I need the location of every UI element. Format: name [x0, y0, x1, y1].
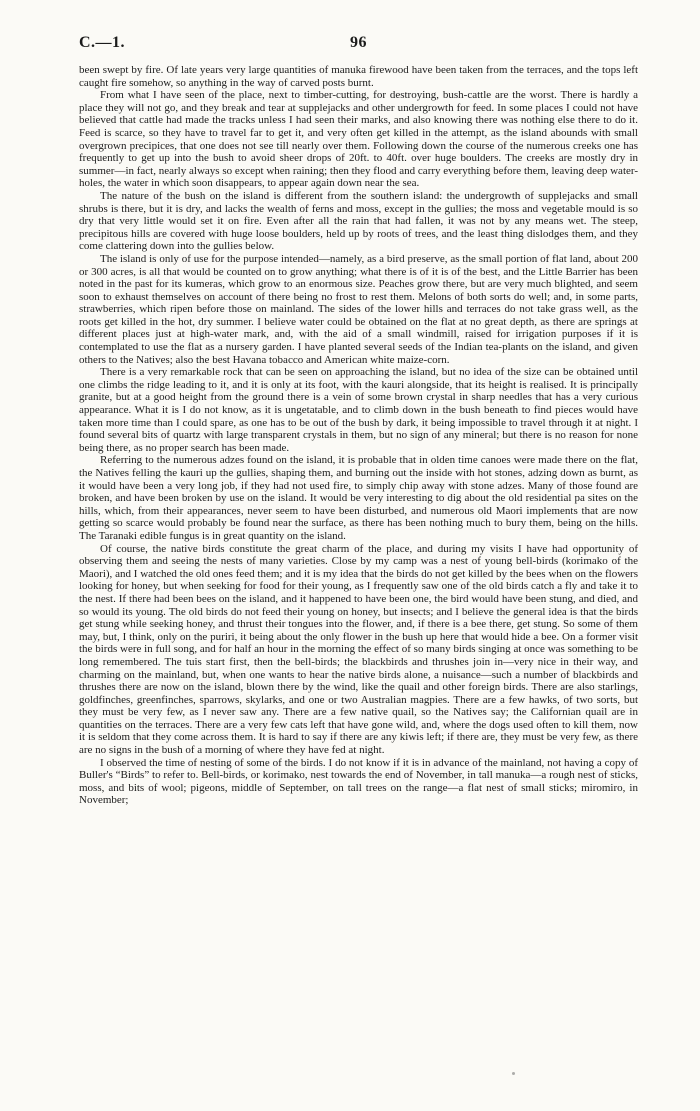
paragraph-nesting: I observed the time of nesting of some of the birds. I do not know if it is in advance of the mainland, not having a copy of Buller's “Birds” to refer to. Bell-birds, or korimako, nest towards the end of November, in tall manuka—a rough nest of sticks, moss, and bits of wool; pigeons, middle of September, on tall trees on the range—a flat nest of small sticks; miromiro, in November; — [79, 756, 638, 807]
paragraph-adzes: Referring to the numerous adzes found on the island, it is probable that in olden time canoes were made there on the flat, the Natives felling the kauri up the gullies, shaping them, and burning out the inside with hot stones, adzing down as burnt, as it would have been a very long job, if they had not used fire, to simply chip away with stone adzes. Many of those found are broken, and have been broken by use on the island. It would be very interesting to dig about the old residential pa sites on the hills, which, from their appearances, never seem to have been disturbed, and numerous old Maori implements that are now getting so scarce would probably be found near the surface, as there has been nothing much to bury them, being on the hills. The Taranaki edible fungus is in great quantity on the island. — [79, 454, 638, 542]
document-id: C.—1. — [79, 34, 126, 51]
paragraph-remarkable-rock: There is a very remarkable rock that can be seen on approaching the island, but no idea of the size can be obtained until one climbs the ridge leading to it, and it is only at its foot, with the kauri alongside, that its height is realised. It is principally granite, but at a good height from the ground there is a vein of some brown crystal in sharp needles that has a very curious appearance. What it is I do not know, as it is ungetatable, and to climb down in the bush beneath to find pieces would have taken more time than I could spare, as one has to be out of the bush by dark, it being impossible to travel through it at night. I found several bits of quartz with large transparent crystals in them, but no sign of any mineral; but there is no reason for none being there, as no proper search has been made. — [79, 366, 638, 454]
body-text — [79, 64, 638, 807]
paragraph-nature-of-bush: The nature of the bush on the island is different from the southern island: the undergrowth of supplejacks and small shrubs is there, but it is dry, and lacks the wealth of ferns and moss, except in the gullies; the moss and vegetable mould is so dry that very little would set it on fire. Even after all the rain that had fallen, it was not by any means wet. The steep, precipitous hills are covered with huge loose boulders, held up by roots of trees, and the least thing dislodges them, and they come clattering down into the gullies below. — [79, 189, 638, 253]
paragraph-native-birds: Of course, the native birds constitute the great charm of the place, and during my visits I have had opportunity of observing them and seeing the nests of many varieties. Close by my camp was a nest of young bell-birds (korimako of the Maori), and I watched the old ones feed them; and it is my idea that the birds do not get killed by the bees when on the flowers looking for honey, but when seeking for food for their young, as I frequently saw one of the old birds catch a fly and take it to the nest. If there had been bees on the island, and it happened to have been one, the bird would have been stung, and died, and so would its young. The old birds do not feed their young on honey, but insects; and I believe the general idea is that the birds get stung while seeking honey, and thrust their tongues into the flower, and, if there is a bee there, get stung. So some of them may, but, I think, only on the puriri, it being about the only flower in the bush up here that would hide a bee. On a former visit the birds were in full song, and for half an hour in the morning the effect of so many birds singing at once was something to be long remembered. The tuis start first, then the bell-birds; the blackbirds and thrushes join in—very nice in their way, and charming on the mainland, but, when one wants to hear the native birds alone, a nuisance—such a number of blackbirds and thrushes there are now on the island, blown there by the wind, like the quail and other foreign birds. There are also starlings, goldfinches, greenfinches, sparrows, skylarks, and one or two Australian magpies. There are a few hawks, of two sorts, but they must be very few, as I never saw any. There are a few native quail, so the Natives say; the Californian quail are in quantities on the terraces. There are a very few cats left that have gone wild, and, where the dogs used often to kill them, now it is seldom that they come across them. It is hard to say if there are any kiwis left; if there are, they must be very few, as there are no signs in the bush of a morning of where they have fed at night. — [79, 542, 638, 757]
paragraph-island-use: The island is only of use for the purpose intended—namely, as a bird preserve, as the small portion of flat land, about 200 or 300 acres, is all that would be counted on to grow anything; what there is of it is of the best, and the Little Barrier has been noted in the past for its kumeras, which grow to an enormous size. Peaches grow there, but are very much blighted, and seem soon to exhaust themselves on account of there being no frost to rest them. Melons of both sorts do well; and, in some parts, strawberries, which ripen before those on mainland. The sides of the lower hills and terraces do not take grass well, as the roots get killed in the hot, dry summer. I believe water could be obtained on the flat at no great depth, as there are springs at different places just at high-water mark, and, with the aid of a small windmill, raised for irrigation purposes if it is contemplated to use the flat as a nursery garden. I have planted several seeds of the Indian tea-plants on the island, and given others to the Natives; also the best Havana tobacco and American white maize-corn. — [79, 252, 638, 366]
paragraph-continuation: been swept by fire. Of late years very large quantities of manuka firewood have been taken from the terraces, and the tops left caught fire somehow, so anything in the way of carved posts burnt. — [79, 64, 638, 89]
page-number: 96 — [350, 34, 367, 51]
scan-speck — [512, 1072, 515, 1075]
page-header — [79, 34, 638, 56]
paragraph-bush-cattle: From what I have seen of the place, next to timber-cutting, for destroying, bush-cattle are the worst. There is hardly a place they will not go, and they break and tear at supplejacks and other undergrowth for feed. In some places I could not have believed that cattle had made the tracks unless I had seen their marks, and also knowing there was nothing else there to do it. Feed is scarce, so they have to travel far to get it, and very often get killed in the attempt, as the island abounds with small overgrown precipices, that one does not see till nearly over them. Following down the course of the numerous creeks one has frequently to get up into the bush to avoid sheer drops of 20ft. to 40ft. over huge boulders. The creeks are mostly dry in summer—in fact, nearly always so except when raining; then they flood and carry everything before them, leaving deep water-holes, the water in which soon disappears, to appear again down near the sea. — [79, 89, 638, 190]
